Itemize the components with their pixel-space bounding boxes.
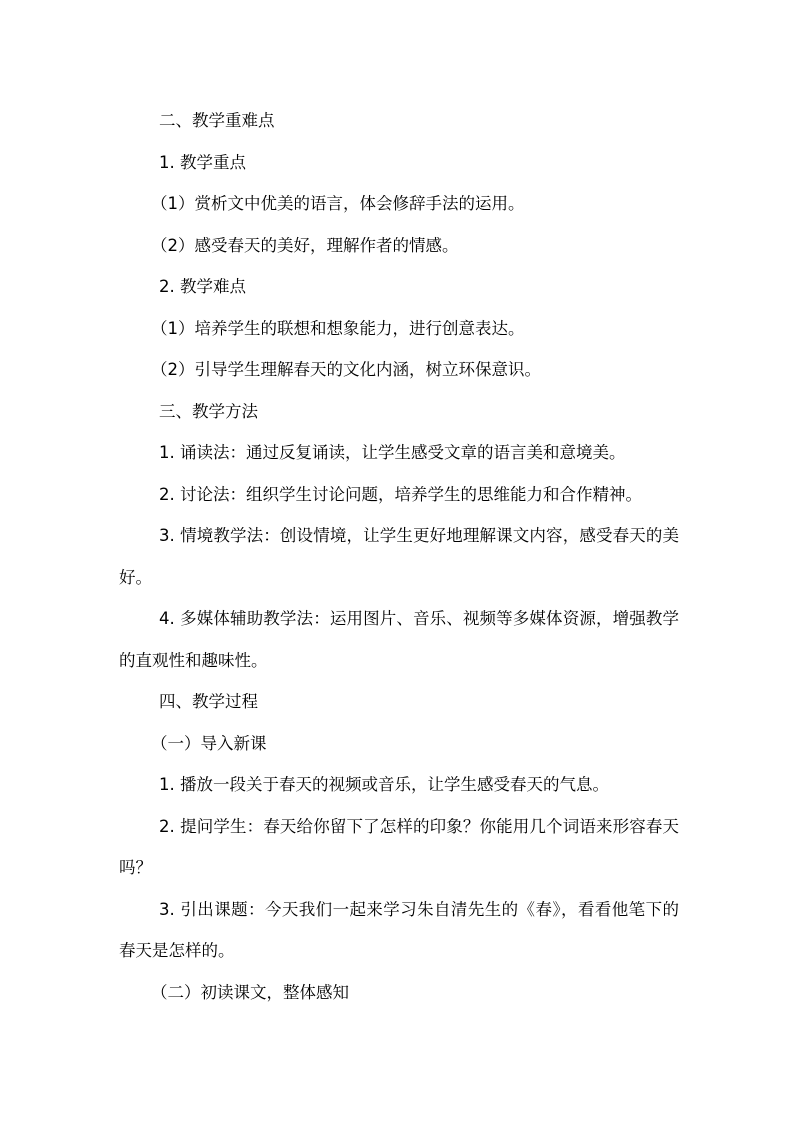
- section-heading: 四、教学过程: [159, 692, 258, 711]
- list-item: 3. 情境教学法：创设情境，让学生更好地理解课文内容，感受春天的美好。: [119, 526, 679, 587]
- list-item: 1. 诵读法：通过反复诵读，让学生感受文章的语言美和意境美。: [159, 443, 626, 462]
- list-item: 2. 提问学生：春天给你留下了怎样的印象？你能用几个词语来形容春天吗？: [119, 816, 679, 877]
- list-item: 1. 播放一段关于春天的视频或音乐，让学生感受春天的气息。: [159, 775, 609, 794]
- subsection-heading: 2. 教学难点: [159, 277, 246, 296]
- subsection-heading: （一）导入新课: [151, 733, 267, 753]
- section-heading: 二、教学重难点: [159, 111, 275, 130]
- section-heading: 三、教学方法: [159, 401, 258, 421]
- list-item: 4. 多媒体辅助教学法：运用图片、音乐、视频等多媒体资源，增强教学的直观性和趣味性。: [119, 609, 679, 670]
- list-item: （1）赏析文中优美的语言，体会修辞手法的运用。: [151, 194, 525, 213]
- subsection-heading: 1. 教学重点: [159, 152, 246, 172]
- list-item: （2）引导学生理解春天的文化内涵，树立环保意识。: [151, 360, 541, 379]
- list-item: 3. 引出课题：今天我们一起来学习朱自清先生的《春》，看看他笔下的春天是怎样的。: [119, 899, 679, 960]
- document-body: [119, 100, 679, 1013]
- subsection-heading: （二）初读课文，整体感知: [151, 982, 349, 1002]
- list-item: 2. 讨论法：组织学生讨论问题，培养学生的思维能力和合作精神。: [159, 484, 642, 504]
- list-item: （2）感受春天的美好，理解作者的情感。: [151, 235, 459, 255]
- list-item: （1）培养学生的联想和想象能力，进行创意表达。: [151, 318, 525, 338]
